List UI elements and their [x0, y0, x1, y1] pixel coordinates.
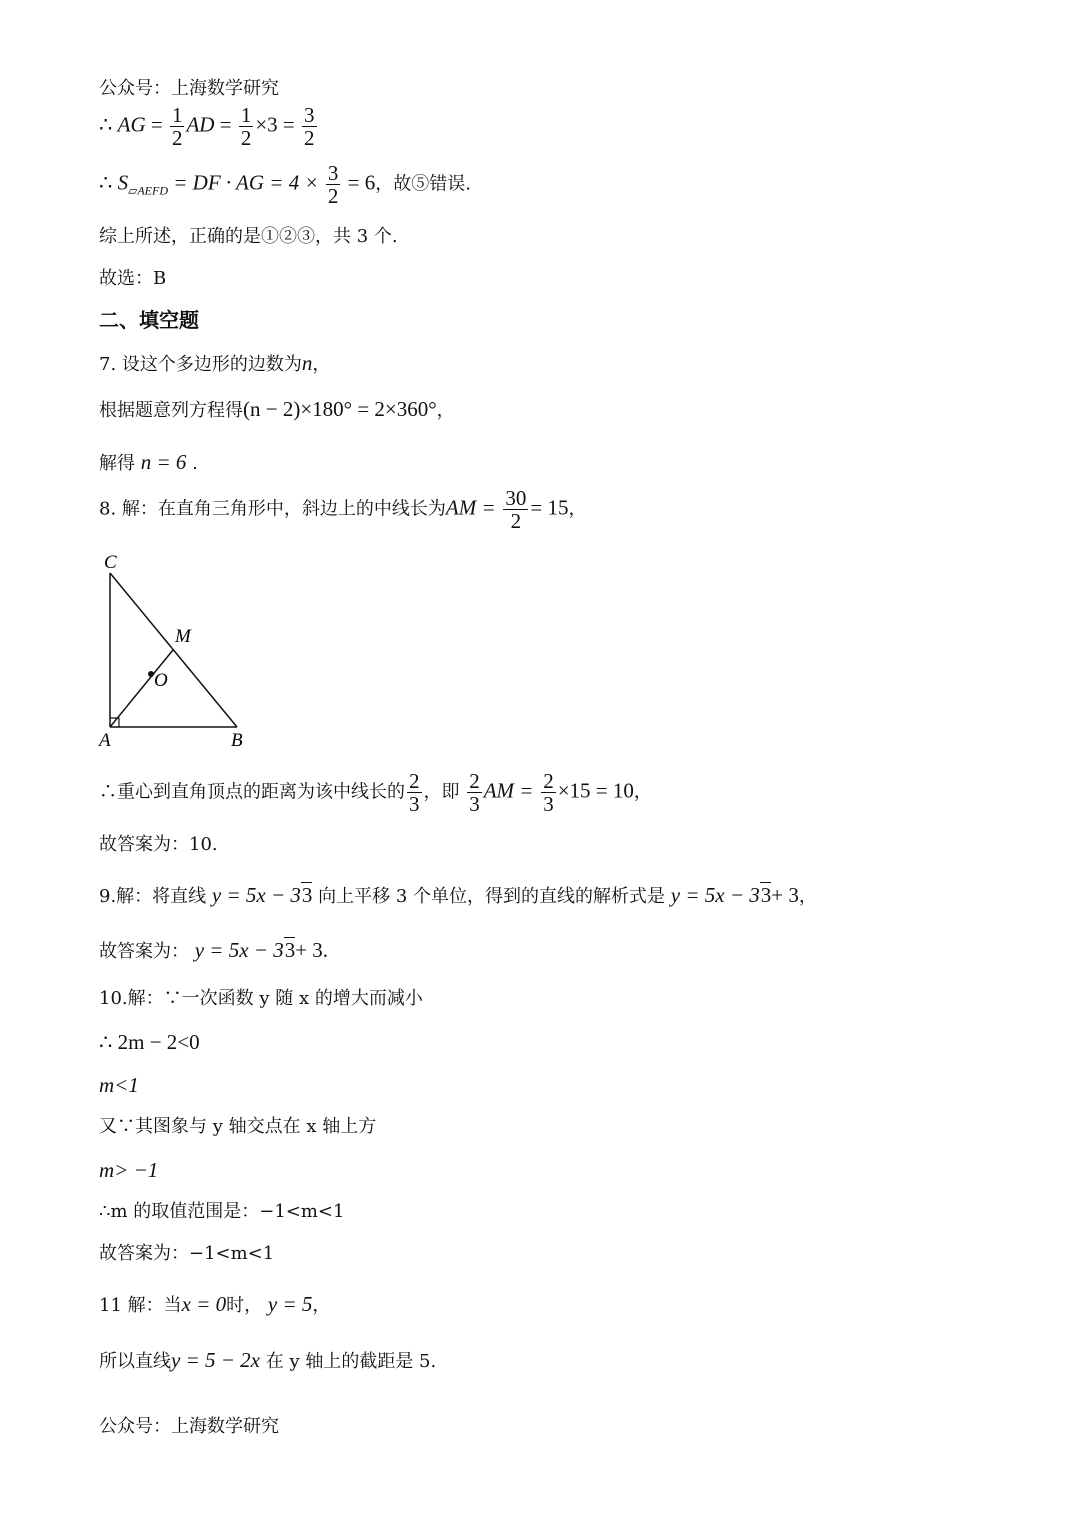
fraction-three-halves: $\frac{3}{2}$ — [304, 103, 315, 150]
fraction-three-halves: $\frac{3}{2}$ — [327, 161, 339, 208]
conclusion-note: ，故⑤错误. — [375, 173, 471, 195]
area-subscript: ▱AEFD — [128, 183, 169, 198]
q8-result-15: = 15 — [530, 495, 569, 520]
fraction-two-thirds: $\frac{2}{3}$ — [409, 769, 420, 816]
q10-line-4: 又∵其图象与 y 轴交点在 x 轴上方 — [99, 1116, 377, 1137]
q7-line-3: 解得 n = 6 . — [99, 450, 198, 474]
sqrt-three: 3 — [301, 883, 313, 907]
therefore-symbol: ∴ — [99, 112, 113, 137]
fraction-30-2: $\frac{30}{2}$ — [505, 486, 527, 533]
math-n: n — [301, 351, 313, 375]
q9-answer-eq: y = 5x − 3 — [194, 938, 284, 962]
section-title: 二、填空题 — [99, 308, 199, 332]
label-o: O — [154, 670, 168, 691]
area-result: = 6 — [347, 170, 376, 195]
q7-result: n = 6 — [140, 450, 187, 474]
solution-line-area — [99, 162, 471, 207]
fraction-two-thirds: $\frac{2}{3}$ — [543, 769, 554, 816]
q9-line-translated: y = 5x − 3 — [670, 883, 760, 907]
header-text: 公众号：上海数学研究 — [99, 78, 279, 99]
equals: = — [150, 112, 163, 137]
math-am: AM = — [483, 778, 534, 803]
answer-line-b: 故选：B — [99, 268, 167, 289]
label-m: M — [175, 626, 191, 647]
fraction-half: $\frac{1}{2}$ — [171, 103, 183, 150]
q9-answer: 故答案为： y = 5x − 33+ 3. — [99, 938, 329, 962]
math-ag: AG — [117, 112, 146, 137]
q10-line-3: m<1 — [99, 1073, 139, 1097]
q7-line-1: 7. 设这个多边形的边数为n， — [99, 351, 331, 375]
math-am: AM = — [445, 495, 496, 520]
q8-result-10: ×15 = 10 — [557, 778, 634, 803]
math-ad: AD — [186, 112, 215, 137]
q10-line-1: 10.解：∵一次函数 y 随 x 的增大而减小 — [99, 988, 423, 1009]
area-symbol: S — [117, 170, 129, 195]
q8-line-2: ∴重心到直角顶点的距离为该中线长的 $\frac{2}{3}$ ，即 $\frac{2}{3}$ AM = $\frac{2}{3}$ ×15 = 10， — [99, 769, 652, 816]
q11-line-1: 11 解：当x = 0时， y = 5， — [99, 1292, 331, 1316]
plus-three: + 3 — [771, 883, 799, 907]
area-expression: = DF · AG = 4 × — [173, 170, 319, 195]
fraction-half: $\frac{1}{2}$ — [240, 103, 252, 150]
sqrt-three: 3 — [760, 883, 772, 907]
sqrt-three: 3 — [284, 938, 296, 962]
summary-line: 综上所述，正确的是①②③，共 3 个. — [99, 226, 398, 247]
plus-three: + 3. — [295, 938, 329, 962]
q7-equation: (n − 2)×180° = 2×360° — [243, 397, 437, 421]
fraction-two-thirds: $\frac{2}{3}$ — [469, 769, 480, 816]
footer-text: 公众号：上海数学研究 — [99, 1416, 279, 1437]
q10-line-2: ∴ 2m − 2<0 — [99, 1030, 200, 1054]
q10-line-5: m> −1 — [99, 1158, 159, 1182]
equals: = — [219, 112, 232, 137]
label-c: C — [104, 552, 117, 573]
q8-answer: 故答案为：10. — [99, 834, 218, 855]
times-three: ×3 = — [255, 112, 295, 137]
label-a: A — [99, 730, 111, 751]
q11-line-eq: y = 5 − 2x — [171, 1348, 260, 1372]
q10-line-6: ∴m 的取值范围是：−1<m<1 — [99, 1201, 345, 1222]
triangle-figure — [90, 548, 260, 753]
solution-line-ag — [99, 104, 319, 149]
q9-line-1: 9.解：将直线 y = 5x − 33 向上平移 3 个单位，得到的直线的解析式是 y = 5x − 33+ 3， — [99, 883, 817, 907]
q11-line-2: 所以直线y = 5 − 2x 在 y 轴上的截距是 5. — [99, 1348, 437, 1372]
q11-x-zero: x = 0 — [181, 1292, 227, 1316]
label-b: B — [231, 730, 243, 751]
q9-line-original: y = 5x − 3 — [211, 883, 301, 907]
therefore-symbol: ∴ — [99, 170, 113, 195]
q10-answer: 故答案为：−1<m<1 — [99, 1243, 275, 1264]
q7-line-2: 根据题意列方程得(n − 2)×180° = 2×360°， — [99, 397, 455, 421]
q11-y-five: y = 5 — [267, 1292, 313, 1316]
q8-line-1: 8. 解：在直角三角形中，斜边上的中线长为AM = $\frac{30}{2}$ = 15， — [99, 486, 587, 533]
